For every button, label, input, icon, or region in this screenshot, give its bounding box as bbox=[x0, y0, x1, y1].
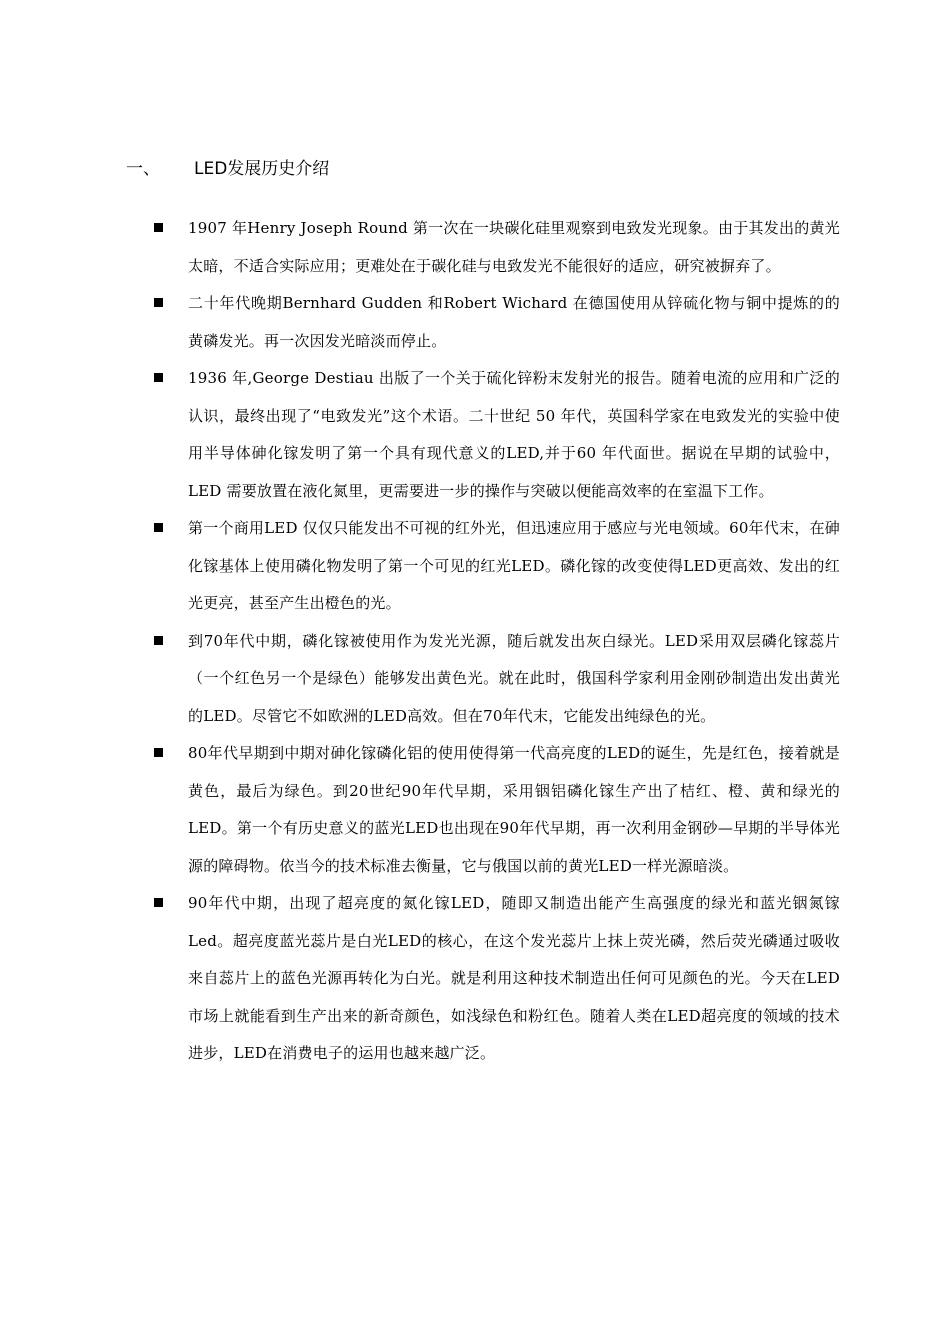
square-bullet-icon bbox=[154, 748, 163, 757]
list-item-text: 到70年代中期，磷化镓被使用作为发光光源，随后就发出灰白绿光。LED采用双层磷化镓蕊片（一个红色另一个是绿色）能够发出黄色光。就在此时，俄国科学家利用金刚砂制造出发出黄光的LED。尽管它不如欧洲的LED高效。但在70年代末，它能发出纯绿色的光。 bbox=[188, 631, 840, 725]
square-bullet-icon bbox=[154, 898, 163, 907]
list-item-text: 1936 年,George Destiau 出版了一个关于硫化锌粉末发射光的报告。随着电流的应用和广泛的认识，最终出现了“电致发光”这个术语。二十世纪 50 年代，英国科学家在电致发光的实验中使用半导体砷化镓发明了第一个具有现代意义的LED,并于60 年代面世。据说在早期的试验中，LED 需要放置在液化氮里，更需要进一步的操作与突破以便能高效率的在室温下工作。 bbox=[188, 369, 840, 500]
square-bullet-icon bbox=[154, 223, 163, 232]
section-heading bbox=[126, 154, 329, 179]
list-item-text: 80年代早期到中期对砷化镓磷化铝的使用使得第一代高亮度的LED的诞生，先是红色，接着就是黄色，最后为绿色。到20世纪90年代早期，采用铟铝磷化镓生产出了桔红、橙、黄和绿光的LED。第一个有历史意义的蓝光LED也出现在90年代早期，再一次利用金钢砂—早期的半导体光源的障碍物。依当今的技术标准去衡量，它与俄国以前的黄光LED一样光源暗淡。 bbox=[188, 744, 840, 875]
list-item-text: 1907 年Henry Joseph Round 第一次在一块碳化硅里观察到电致发光现象。由于其发出的黄光太暗，不适合实际应用；更难处在于碳化硅与电致发光不能很好的适应，研究被摒弃了。 bbox=[188, 219, 840, 275]
list-item-text: 二十年代晚期Bernhard Gudden 和Robert Wichard 在德国使用从锌硫化物与铜中提炼的的黄磷发光。再一次因发光暗淡而停止。 bbox=[188, 294, 840, 350]
list-item bbox=[150, 510, 840, 623]
list-item bbox=[150, 885, 840, 1073]
list-item bbox=[150, 735, 840, 885]
list-item bbox=[150, 285, 840, 360]
list-item bbox=[150, 210, 840, 285]
square-bullet-icon bbox=[154, 298, 163, 307]
square-bullet-icon bbox=[154, 373, 163, 382]
list-item bbox=[150, 360, 840, 510]
square-bullet-icon bbox=[154, 636, 163, 645]
section-number: 一、 bbox=[126, 159, 160, 179]
square-bullet-icon bbox=[154, 523, 163, 532]
section-title: LED发展历史介绍 bbox=[194, 159, 330, 179]
list-item bbox=[150, 623, 840, 736]
history-list bbox=[150, 210, 840, 1073]
list-item-text: 第一个商用LED 仅仅只能发出不可视的红外光，但迅速应用于感应与光电领域。60年代末，在砷化镓基体上使用磷化物发明了第一个可见的红光LED。磷化镓的改变使得LED更高效、发出的红光更亮，甚至产生出橙色的光。 bbox=[188, 519, 840, 612]
list-item-text: 90年代中期，出现了超亮度的氮化镓LED，随即又制造出能产生高强度的绿光和蓝光铟氮镓Led。超亮度蓝光蕊片是白光LED的核心，在这个发光蕊片上抹上荧光磷，然后荧光磷通过吸收来自蕊片上的蓝色光源再转化为白光。就是利用这种技术制造出任何可见颜色的光。今天在LED市场上就能看到生产出来的新奇颜色，如浅绿色和粉红色。随着人类在LED超亮度的领域的技术进步，LED在消费电子的运用也越来越广泛。 bbox=[188, 894, 840, 1062]
